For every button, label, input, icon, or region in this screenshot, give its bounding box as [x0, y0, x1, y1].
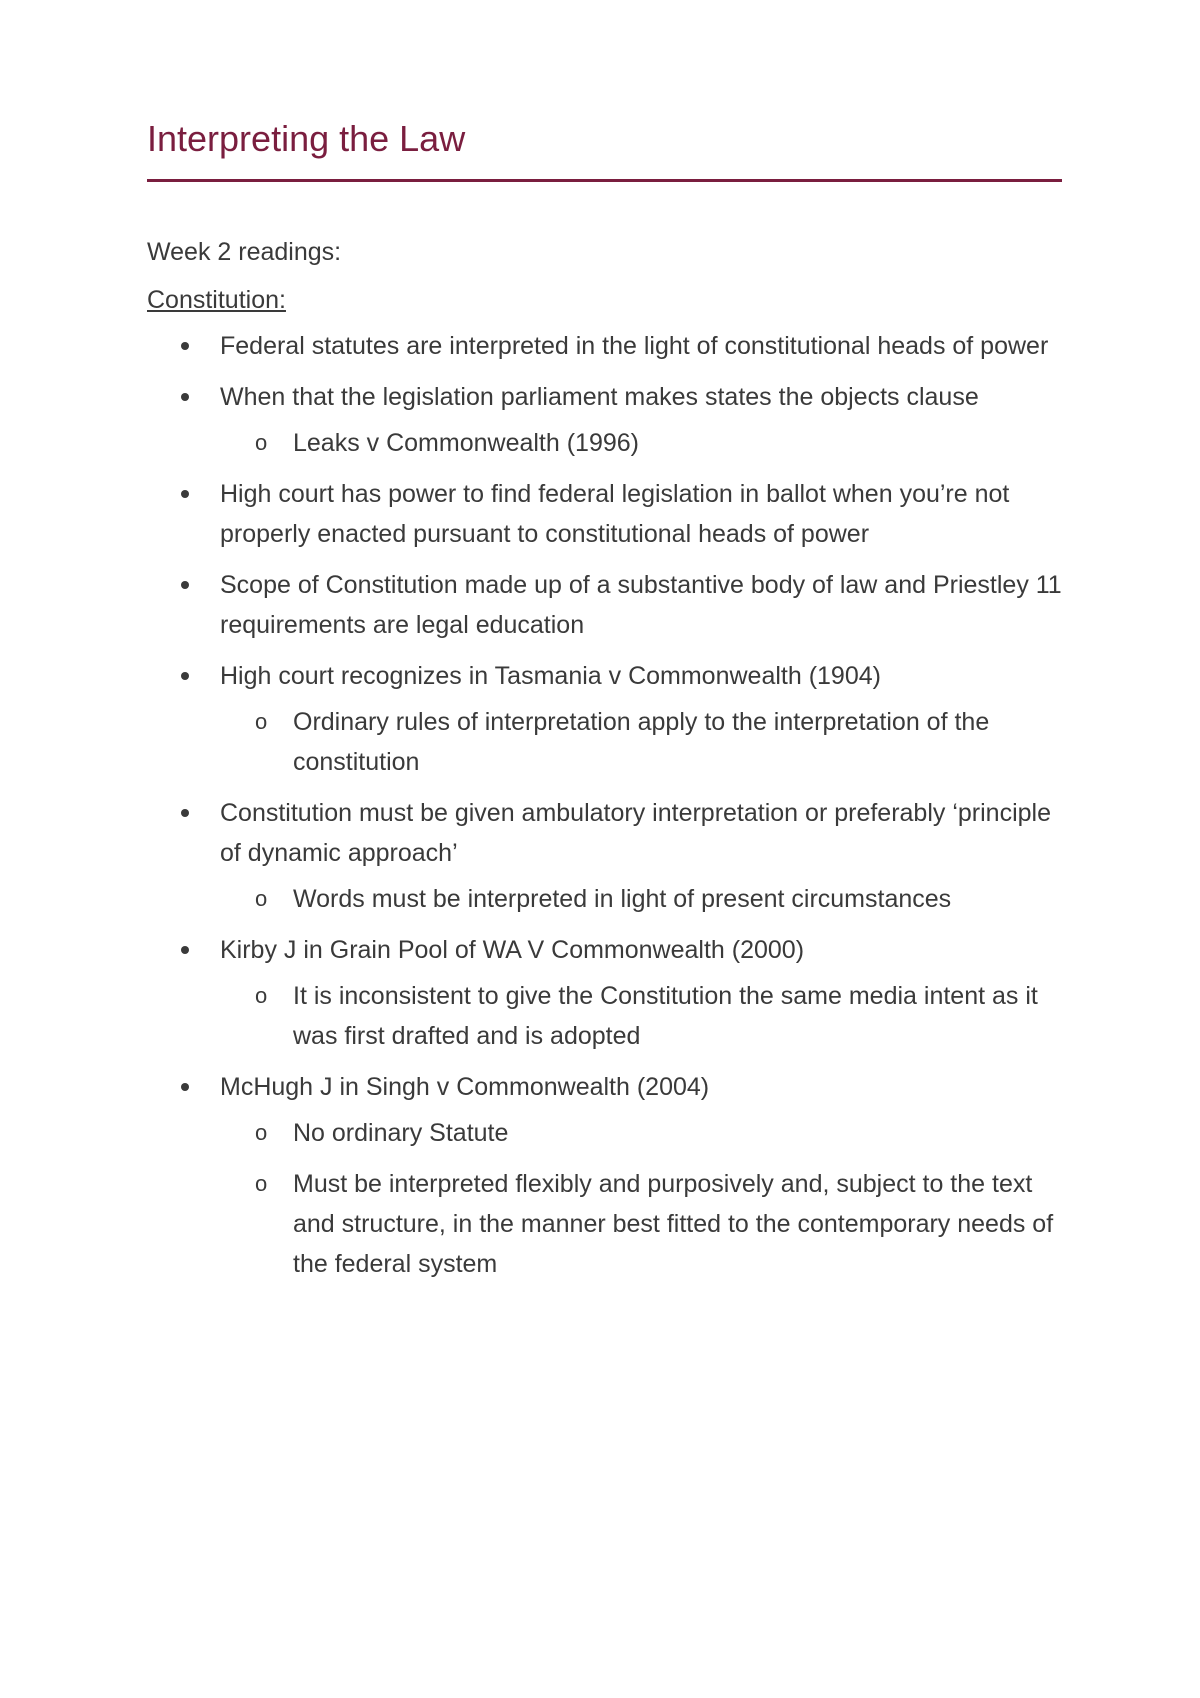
list-item — [147, 1067, 1062, 1284]
sub-list-item-text: It is inconsistent to give the Constitution the same media intent as it was first drafted and is adopted — [293, 982, 1038, 1051]
list-item — [147, 656, 1062, 782]
sub-list — [220, 879, 1062, 919]
list-item — [147, 474, 1062, 554]
bullet-dot-icon — [181, 393, 189, 401]
sub-list — [220, 1113, 1062, 1284]
bullet-list — [147, 326, 1062, 1284]
list-item — [147, 793, 1062, 919]
list-item-text: Scope of Constitution made up of a substantive body of law and Priestley 11 requirements are legal education — [220, 571, 1062, 640]
sub-list-item-text: Leaks v Commonwealth (1996) — [293, 429, 639, 458]
list-item-text: Kirby J in Grain Pool of WA V Commonwealth (2000) — [220, 936, 805, 965]
sub-list-item-text: No ordinary Statute — [293, 1119, 509, 1148]
intro-text: Week 2 readings: — [147, 238, 342, 267]
sub-list-item — [220, 1113, 1062, 1153]
list-item-text: Federal statutes are interpreted in the light of constitutional heads of power — [220, 332, 1049, 361]
hollow-bullet-icon: o — [255, 709, 268, 735]
hollow-bullet-icon: o — [255, 1171, 268, 1197]
list-item-text: When that the legislation parliament makes states the objects clause — [220, 383, 979, 412]
list-item-text: Constitution must be given ambulatory interpretation or preferably ‘principle of dynamic approach’ — [220, 799, 1051, 868]
list-item — [147, 930, 1062, 1056]
sub-list-item — [220, 702, 1062, 782]
sub-list-item — [220, 1164, 1062, 1284]
hollow-bullet-icon: o — [255, 1120, 268, 1146]
sub-list-item — [220, 423, 1062, 463]
bullet-dot-icon — [181, 490, 189, 498]
list-item — [147, 326, 1062, 366]
section-heading: Constitution: — [147, 286, 286, 315]
hollow-bullet-icon: o — [255, 430, 268, 456]
bullet-dot-icon — [181, 1083, 189, 1091]
list-item — [147, 565, 1062, 645]
sub-list-item — [220, 879, 1062, 919]
bullet-dot-icon — [181, 672, 189, 680]
sub-list-item-text: Words must be interpreted in light of present circumstances — [293, 885, 952, 914]
hollow-bullet-icon: o — [255, 983, 268, 1009]
sub-list — [220, 423, 1062, 463]
bullet-dot-icon — [181, 946, 189, 954]
bullet-dot-icon — [181, 342, 189, 350]
list-item-text: McHugh J in Singh v Commonwealth (2004) — [220, 1073, 710, 1102]
hollow-bullet-icon: o — [255, 886, 268, 912]
document-title: Interpreting the Law — [147, 118, 466, 159]
title-divider — [147, 179, 1062, 182]
bullet-dot-icon — [181, 581, 189, 589]
sub-list — [220, 976, 1062, 1056]
document-page — [147, 118, 1062, 1295]
sub-list-item-text: Must be interpreted flexibly and purposively and, subject to the text and structure, in the manner best fitted to the contemporary needs of the federal system — [293, 1170, 1054, 1279]
list-item — [147, 377, 1062, 463]
sub-list-item-text: Ordinary rules of interpretation apply to the interpretation of the constitution — [293, 708, 990, 777]
list-item-text: High court recognizes in Tasmania v Commonwealth (1904) — [220, 662, 881, 691]
bullet-dot-icon — [181, 809, 189, 817]
sub-list-item — [220, 976, 1062, 1056]
list-item-text: High court has power to find federal legislation in ballot when you’re not properly enacted pursuant to constitutional heads of power — [220, 480, 1010, 549]
sub-list — [220, 702, 1062, 782]
